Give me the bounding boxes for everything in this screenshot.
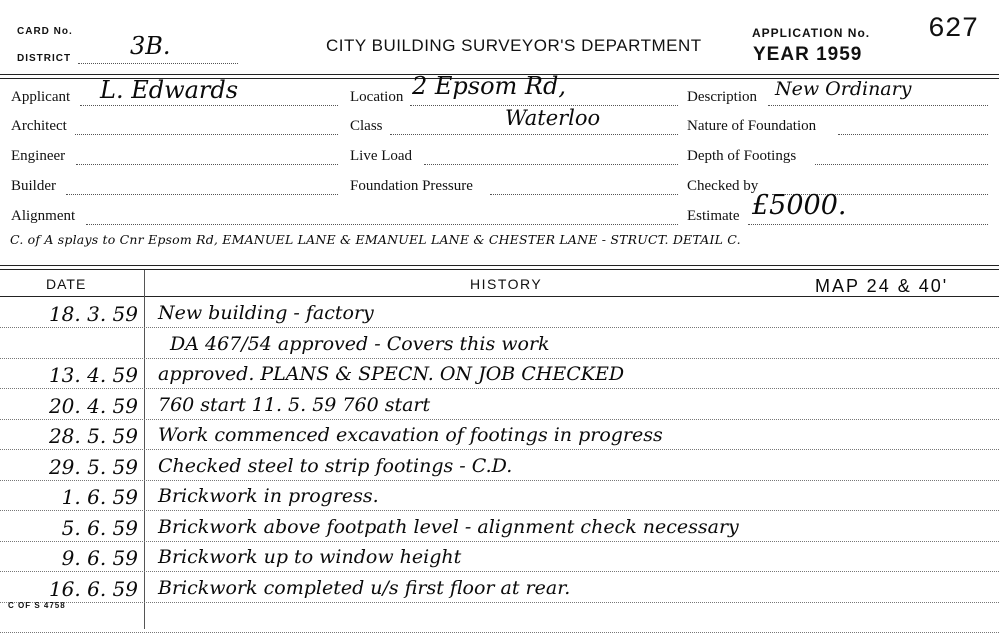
history-row-date: 29. 5. 59 bbox=[48, 454, 138, 479]
alignment-note: C. of A splays to Cnr Epsom Rd, EMANUEL LANE & EMANUEL LANE & CHESTER LANE - STRUCT. DETAIL C. bbox=[10, 232, 741, 247]
architect-line bbox=[75, 134, 338, 135]
history-row-rule bbox=[0, 358, 999, 359]
history-row-text: 760 start 11. 5. 59 760 start bbox=[158, 393, 431, 416]
history-row-date: 9. 6. 59 bbox=[61, 546, 138, 570]
history-row-rule bbox=[0, 419, 999, 420]
live-load-label: Live Load bbox=[350, 148, 413, 164]
date-column-header: DATE bbox=[46, 276, 87, 292]
architect-label: Architect bbox=[11, 118, 67, 134]
district-label: DISTRICT bbox=[17, 53, 72, 64]
history-row-rule bbox=[0, 388, 999, 389]
description-label: Description bbox=[687, 89, 757, 105]
estimate-label: Estimate bbox=[687, 208, 740, 224]
description-line bbox=[768, 105, 988, 106]
application-no-value: 627 bbox=[928, 14, 979, 45]
location-value-1: 2 Epsom Rd, bbox=[412, 72, 566, 100]
class-line bbox=[390, 134, 678, 135]
history-header-rule bbox=[0, 296, 999, 297]
year-label: YEAR 1959 bbox=[753, 44, 863, 65]
history-row-text: Brickwork up to window height bbox=[158, 546, 462, 568]
history-row-text: DA 467/54 approved - Covers this work bbox=[170, 332, 550, 355]
history-row-rule bbox=[0, 449, 999, 450]
checked-by-label: Checked by bbox=[687, 178, 759, 194]
map-note: MAP 24 & 40' bbox=[815, 276, 949, 296]
history-row-rule bbox=[0, 480, 999, 481]
history-row-rule bbox=[0, 327, 999, 328]
alignment-label: Alignment bbox=[11, 208, 76, 224]
history-rule-second bbox=[0, 269, 999, 270]
history-row-rule bbox=[0, 602, 999, 603]
history-row-text: Brickwork in progress. bbox=[158, 485, 379, 507]
class-label: Class bbox=[350, 118, 383, 134]
alignment-line bbox=[86, 224, 678, 225]
depth-of-footings-line bbox=[815, 164, 988, 165]
history-row-date: 20. 4. 59 bbox=[48, 393, 138, 418]
applicant-value: L. Edwards bbox=[100, 76, 239, 104]
applicant-label: Applicant bbox=[11, 89, 71, 105]
form-code: C OF S 4758 bbox=[8, 601, 66, 610]
history-row-text: Work commenced excavation of footings in progress bbox=[158, 424, 663, 446]
engineer-line bbox=[76, 164, 338, 165]
card-no-label: CARD No. bbox=[17, 26, 73, 37]
history-row-text: Checked steel to strip footings - C.D. bbox=[158, 454, 513, 477]
nature-of-foundation-label: Nature of Foundation bbox=[687, 118, 817, 134]
history-column-header: HISTORY bbox=[470, 276, 543, 292]
history-row-text: New building - factory bbox=[158, 302, 374, 324]
estimate-line bbox=[748, 224, 988, 225]
builder-line bbox=[66, 194, 338, 195]
estimate-value: £5000. bbox=[752, 190, 847, 221]
location-value-2: Waterloo bbox=[505, 106, 601, 130]
history-row-date: 1. 6. 59 bbox=[61, 485, 138, 509]
history-row-date: 5. 6. 59 bbox=[61, 515, 138, 540]
builder-label: Builder bbox=[11, 178, 56, 194]
history-row-text: Brickwork completed u/s first floor at rear. bbox=[158, 576, 571, 599]
department-title: CITY BUILDING SURVEYOR'S DEPARTMENT bbox=[326, 36, 702, 55]
history-row-text: approved. PLANS & SPECN. ON JOB CHECKED bbox=[158, 363, 625, 385]
live-load-line bbox=[424, 164, 678, 165]
district-value: 3B. bbox=[130, 32, 171, 60]
history-row-text: Brickwork above footpath level - alignment check necessary bbox=[158, 515, 739, 538]
history-rule-top bbox=[0, 265, 999, 266]
history-row-date: 13. 4. 59 bbox=[48, 363, 138, 387]
history-row-rule bbox=[0, 510, 999, 511]
foundation-pressure-label: Foundation Pressure bbox=[350, 178, 473, 194]
depth-of-footings-label: Depth of Footings bbox=[687, 148, 797, 164]
history-row-rule bbox=[0, 541, 999, 542]
applicant-line bbox=[80, 105, 338, 106]
history-row-date: 28. 5. 59 bbox=[48, 424, 138, 448]
district-underline bbox=[78, 63, 238, 64]
application-no-label: APPLICATION No. bbox=[752, 26, 871, 40]
history-row-rule bbox=[0, 571, 999, 572]
nature-of-foundation-line bbox=[838, 134, 988, 135]
description-value: New Ordinary bbox=[775, 78, 912, 100]
location-label: Location bbox=[350, 89, 404, 105]
foundation-pressure-line bbox=[490, 194, 678, 195]
history-row-date: 16. 6. 59 bbox=[48, 576, 138, 601]
engineer-label: Engineer bbox=[11, 148, 66, 164]
history-row-date: 18. 3. 59 bbox=[48, 302, 138, 326]
